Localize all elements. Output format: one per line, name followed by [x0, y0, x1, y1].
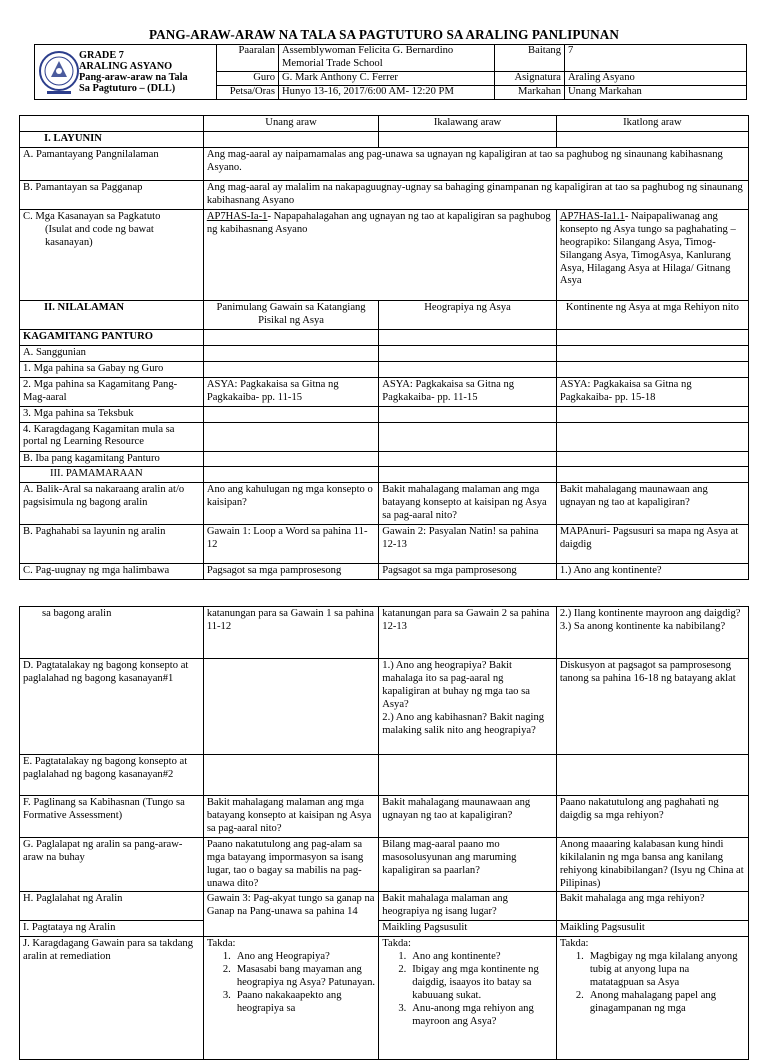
- pag-uugnay-day1: Pagsagot sa mga pamprosesong: [203, 564, 378, 580]
- paghahabi-day1: Gawain 1: Loop a Word sa pahina 11-12: [203, 525, 378, 564]
- pag-uugnay-day3: 1.) Ano ang kontinente?: [556, 564, 748, 580]
- pag-uugnay-day3: 2.) Ilang kontinente mayroon ang daigdig? 3.) Sa anong kontinente ka nabibilang?: [556, 607, 748, 659]
- petsa-label: Petsa/Oras: [217, 85, 279, 99]
- row-label: H. Paglalahat ng Aralin: [20, 892, 204, 921]
- competency-text: - Napapahalagahan ang ugnayan ng tao at kapaligiran sa paghubog ng kabihasnang Asyano: [206, 210, 551, 235]
- asignatura-value: Araling Asyano: [565, 71, 747, 85]
- row-label-line: C. Mga Kasanayan sa Pagkatuto: [23, 210, 161, 222]
- pag-uugnay-day1: katanungan para sa Gawain 1 sa pahina 11-12: [203, 607, 378, 659]
- pagtataya-day3: Maikling Pagsusulit: [556, 921, 748, 937]
- pamantayan-pagganap-text: Ang mag-aaral ay malalim na nakapaguugnay-ugnay sa bahaging ginampanan ng kapaligiran at tao sa paghubog ng sinaunang kabihasnang Asyano: [203, 180, 748, 209]
- balik-aral-day3: Bakit mahalagang maunawaan ang ugnayan ng tao at kapaligiran?: [556, 483, 748, 525]
- grade-line: Pang-araw-araw na Tala: [79, 71, 188, 83]
- paghahabi-day3: MAPAnuri- Pagsusuri sa mapa ng Asya at daigdig: [556, 525, 748, 564]
- dll-table-page2: [19, 606, 749, 1060]
- kagamitan-day3: ASYA: Pagkakaisa sa Gitna ng Pagkakaiba- pp. 15-18: [556, 377, 748, 406]
- balik-aral-day1: Ano ang kahulugan ng mga konsepto o kaisipan?: [203, 483, 378, 525]
- guro-value: G. Mark Anthony C. Ferrer: [279, 71, 495, 85]
- paglinang-day1: Bakit mahalagang malaman ang mga batayang konsepto at kaisipan ng Asya sa pag-aaral nito?: [203, 796, 378, 838]
- day-header: Ikatlong araw: [556, 116, 748, 132]
- pag-uugnay-day2: katanungan para sa Gawain 2 sa pahina 12-13: [379, 607, 557, 659]
- pagtatalakay1-day2: 1.) Ano ang heograpiya? Bakit mahalaga ito sa pag-aaral ng kapaligiran at buhay ng mga tao sa Asya? 2.) Ano ang kabihasnan? Bakit naging malaking salik nito ang heograpiya?: [379, 659, 557, 755]
- nilalaman-day2: Heograpiya ng Asya: [379, 300, 557, 329]
- list-item: 1. Ano ang kontinente?: [398, 951, 501, 963]
- paglalahat-day3: Bakit mahalaga ang mga rehiyon?: [556, 892, 748, 921]
- document-title: PANG-ARAW-ARAW NA TALA SA PAGTUTURO SA ARALING PANLIPUNAN: [148, 27, 620, 42]
- row-label: A. Pamantayang Pangnilalaman: [20, 147, 204, 180]
- kagamitan-day2: ASYA: Pagkakaisa sa Gitna ng Pagkakaiba- pp. 11-15: [379, 377, 557, 406]
- competency-code: AP7HAS-Ia1.1: [559, 210, 625, 222]
- row-label: B. Paghahabi sa layunin ng aralin: [20, 525, 204, 564]
- grade-line: Sa Pagtuturo – (DLL): [79, 83, 176, 95]
- row-label: E. Pagtatalakay ng bagong konsepto at paglalahad ng bagong kasanayan#2: [20, 755, 204, 796]
- nilalaman-day1: Panimulang Gawain sa Katangiang Pisikal ng Asya: [203, 300, 378, 329]
- competency-code: AP7HAS-Ia-1: [206, 210, 268, 222]
- day-header: Ikalawang araw: [379, 116, 557, 132]
- row-label: sa bagong aralin: [20, 607, 204, 659]
- pag-uugnay-day2: Pagsagot sa mga pamprosesong: [379, 564, 557, 580]
- row-label: B. Pamantayan sa Pagganap: [20, 180, 204, 209]
- list-item: 1. Ano ang Heograpiya?: [222, 951, 330, 963]
- kasanayan-day3: [556, 209, 748, 300]
- markahan-label: Markahan: [495, 85, 565, 99]
- takda-label: Takda:: [382, 938, 411, 950]
- paglalapat-day3: Anong maaaring kalabasan kung hindi kikilalanin ng mga bansa ang kanilang rehiyong kinabibilangan? (Isyu ng China at Pilipinas): [556, 837, 748, 892]
- competency-text: - Naipapaliwanag ang konsepto ng Asya tungo sa paghahating – heograpiko: Silangang Asya, Timog-Silangang Asya, TimogAsya, Kanlurang Asya, Hilagang Asya at Hilaga/ Gitnang Asya: [559, 210, 736, 287]
- nilalaman-day3: Kontinente ng Asya at mga Rehiyon nito: [556, 300, 748, 329]
- grade-box: [35, 45, 217, 100]
- row-label: C. Pag-uugnay ng mga halimbawa: [20, 564, 204, 580]
- pamamaraan-heading: III. PAMAMARAAN: [20, 467, 204, 483]
- grade-line: ARALING ASYANO: [79, 60, 173, 72]
- pamantayang-pangnilalaman-text: Ang mag-aaral ay naipamamalas ang pag-unawa sa ugnayan ng kapaligiran at tao sa paghubog ng sinaunang kabihasnang Asyano.: [203, 147, 748, 180]
- dll-table-page1: [19, 115, 749, 580]
- paglalapat-day2: Bilang mag-aaral paano mo masosolusyunan ang maruming kapaligiran sa paarlan?: [379, 837, 557, 892]
- paaralan-label: Paaralan: [217, 45, 279, 72]
- paglalahat-day1: Gawain 3: Pag-akyat tungo sa ganap na Ganap na Pang-unawa sa pahina 14: [203, 892, 378, 937]
- row-label: 2. Mga pahina sa Kagamitang Pang-Mag-aaral: [20, 377, 204, 406]
- asignatura-label: Asignatura: [495, 71, 565, 85]
- paglalapat-day1: Paano nakatutulong ang pag-alam sa mga batayang impormasyon sa isang lugar, tao o bagay sa mabilis na pag-unawa dito?: [203, 837, 378, 892]
- row-label: A. Sanggunian: [20, 345, 204, 361]
- takda-label: Takda:: [559, 938, 589, 950]
- row-label: 4. Karagdagang Kagamitan mula sa portal ng Learning Resource: [20, 422, 204, 451]
- paglalahat-day2: Bakit mahalaga malaman ang heograpiya ng isang lugar?: [379, 892, 557, 921]
- guro-label: Guro: [217, 71, 279, 85]
- row-label: A. Balik-Aral sa nakaraang aralin at/o pagsisimula ng bagong aralin: [20, 483, 204, 525]
- baitang-value: 7: [565, 45, 747, 72]
- paghahabi-day2: Gawain 2: Pasyalan Natin! sa pahina 12-13: [379, 525, 557, 564]
- list-item: 3. Paano nakakaapekto ang heograpiya sa: [222, 990, 342, 1014]
- list-item: 2. Anong mahalagang papel ang ginagampanan ng mga: [575, 990, 717, 1014]
- list-item: 2. Ibigay ang mga kontinente ng daigdig, isaayos ito batay sa kabuuang sukat.: [398, 964, 539, 1002]
- list-item: 1. Magbigay ng mga kilalang anyong tubig at anyong lupa na matatagpuan sa Asya: [575, 951, 738, 989]
- takda-day1: [203, 937, 378, 1060]
- list-item: 3. Anu-anong mga rehiyon ang mayroon ang Asya?: [398, 1002, 534, 1027]
- balik-aral-day2: Bakit mahalagang malaman ang mga batayang konsepto at kaisipan ng Asya sa pag-aaral nito?: [379, 483, 557, 525]
- paaralan-value: Assemblywoman Felicita G. Bernardino Memorial Trade School: [279, 45, 495, 72]
- row-label: J. Karagdagang Gawain para sa takdang aralin at remediation: [20, 937, 204, 1060]
- petsa-value: Hunyo 13-16, 2017/6:00 AM- 12:20 PM: [279, 85, 495, 99]
- header-table: [34, 44, 747, 100]
- pagtataya-day2: Maikling Pagsusulit: [379, 921, 557, 937]
- grade-line: GRADE 7: [79, 49, 124, 61]
- row-label-line: (Isulat and code ng bawat kasanayan): [45, 223, 154, 248]
- takda-label: Takda:: [206, 938, 236, 950]
- row-label: B. Iba pang kagamitang Panturo: [20, 451, 204, 467]
- row-label: G. Paglalapat ng aralin sa pang-araw-araw na buhay: [20, 837, 204, 892]
- pagtatalakay1-day3: Diskusyon at pagsagot sa pamprosesong tanong sa pahina 16-18 ng batayang aklat: [556, 659, 748, 755]
- row-label: 3. Mga pahina sa Teksbuk: [20, 406, 204, 422]
- corner-cell: [20, 116, 204, 132]
- row-label: 1. Mga pahina sa Gabay ng Guro: [20, 361, 204, 377]
- markahan-value: Unang Markahan: [565, 85, 747, 99]
- kagamitan-heading: KAGAMITANG PANTURO: [20, 329, 204, 345]
- day-header: Unang araw: [203, 116, 378, 132]
- row-label: I. Pagtataya ng Aralin: [20, 921, 204, 937]
- paglinang-day3: Paano nakatutulong ang paghahati ng daigdig sa mga rehiyon?: [556, 796, 748, 838]
- row-label: [20, 209, 204, 300]
- kasanayan-day1: [203, 209, 556, 300]
- paglinang-day2: Bakit mahalagang maunawaan ang ugnayan ng tao at kapaligiran?: [379, 796, 557, 838]
- kagamitan-day1: ASYA: Pagkakaisa sa Gitna ng Pagkakaiba- pp. 11-15: [203, 377, 378, 406]
- row-label: D. Pagtatalakay ng bagong konsepto at paglalahad ng bagong kasanayan#1: [20, 659, 204, 755]
- layunin-heading: I. LAYUNIN: [20, 131, 204, 147]
- takda-day3: [556, 937, 748, 1060]
- nilalaman-heading: II. NILALAMAN: [20, 300, 204, 329]
- baitang-label: Baitang: [495, 45, 565, 72]
- list-item: 2. Masasabi bang mayaman ang heograpiya ng Asya? Patunayan.: [222, 964, 376, 989]
- takda-day2: [379, 937, 557, 1060]
- row-label: F. Paglinang sa Kabihasnan (Tungo sa Formative Assessment): [20, 796, 204, 838]
